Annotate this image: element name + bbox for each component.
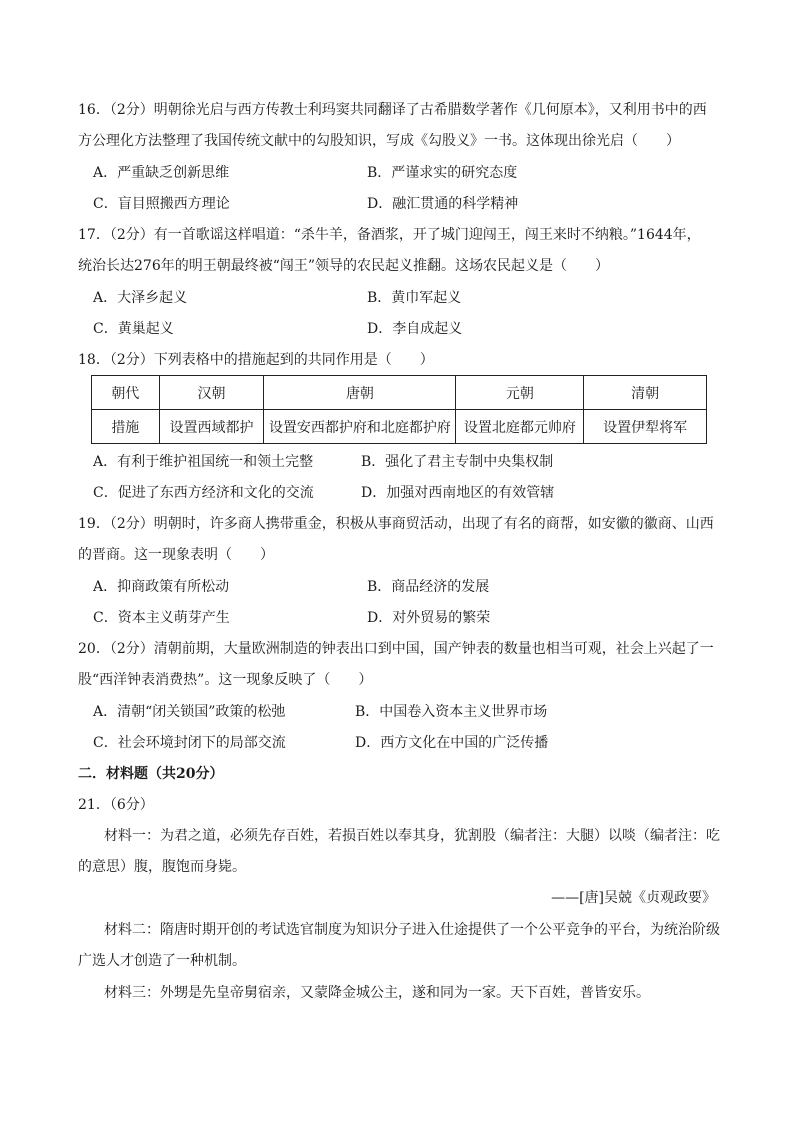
q16-option-d[interactable]: D．融汇贯通的科学精神 <box>367 196 519 212</box>
q19-option-c[interactable]: C．资本主义萌芽产生 <box>93 610 230 626</box>
table-cell: 元朝 <box>456 376 584 410</box>
q16-option-c[interactable]: C．盲目照搬西方理论 <box>93 196 230 212</box>
q21-material3-line1: 材料三：外甥是先皇帝舅宿亲，又蒙降金城公主，遂和同为一家。天下百姓，普皆安乐。 <box>104 985 650 1001</box>
q17-stem-line2: 统治长达276年的明王朝最终被“闯王”领导的农民起义推翻。这场农民起义是（ ） <box>78 258 610 274</box>
q20-option-c[interactable]: C．社会环境封闭下的局部交流 <box>93 735 286 751</box>
q21-material1-source: ——[唐]吴兢《贞观政要》 <box>551 890 716 906</box>
q19-stem-line2: 的晋商。这一现象表明（ ） <box>78 547 274 563</box>
table-cell: 设置西域都护 <box>159 410 264 444</box>
q17-option-c[interactable]: C．黄巢起义 <box>93 321 174 337</box>
table-cell: 唐朝 <box>264 376 456 410</box>
q20-stem-line2: 股“西洋钟表消费热”。这一现象反映了（ ） <box>78 672 373 688</box>
q16-stem-line2: 方公理化方法整理了我国传统文献中的勾股知识，写成《勾股义》一书。这体现出徐光启（ ） <box>78 133 680 149</box>
table-cell: 汉朝 <box>159 376 264 410</box>
table-header-row <box>92 376 707 410</box>
q17-option-b[interactable]: B．黄巾军起义 <box>367 290 462 306</box>
table-cell: 措施 <box>92 410 160 444</box>
q19-stem-line1: 19．（2分）明朝时，许多商人携带重金，积极从事商贸活动，出现了有名的商帮，如安徽的徽商、山西 <box>78 516 714 532</box>
table-row <box>92 410 707 444</box>
q20-option-b[interactable]: B．中国卷入资本主义世界市场 <box>355 704 548 720</box>
q17-option-d[interactable]: D．李自成起义 <box>367 321 463 337</box>
q16-option-b[interactable]: B．严谨求实的研究态度 <box>367 165 518 181</box>
q16-stem-line1: 16．（2分）明朝徐光启与西方传教士利玛窦共同翻译了古希腊数学著作《几何原本》，又利用书中的西 <box>78 102 707 118</box>
q16-option-a[interactable]: A．严重缺乏创新思维 <box>93 165 230 181</box>
q18-option-c[interactable]: C．促进了东西方经济和文化的交流 <box>93 485 314 501</box>
q21-head: 21．（6分） <box>78 797 154 813</box>
q18-measures-table <box>91 375 707 444</box>
q19-option-d[interactable]: D．对外贸易的繁荣 <box>367 610 491 626</box>
q21-material1-line1: 材料一：为君之道，必须先存百姓，若损百姓以奉其身，犹割股（编者注：大腿）以啖（编者注：吃 <box>104 828 720 844</box>
q21-material1-line2: 的意思）腹，腹饱而身毙。 <box>78 859 246 875</box>
q19-option-a[interactable]: A．抑商政策有所松动 <box>93 579 230 595</box>
q19-option-b[interactable]: B．商品经济的发展 <box>367 579 490 595</box>
q18-stem: 18．（2分）下列表格中的措施起到的共同作用是（ ） <box>78 352 434 368</box>
table-cell: 设置安西都护府和北庭都护府 <box>264 410 456 444</box>
section-title: 二．材料题（共20分） <box>78 766 224 782</box>
table-cell: 朝代 <box>92 376 160 410</box>
q21-material2-line1: 材料二：隋唐时期开创的考试选官制度为知识分子进入仕途提供了一个公平竞争的平台，为统治阶级 <box>104 922 720 938</box>
q20-option-a[interactable]: A．清朝“闭关锁国”政策的松弛 <box>93 704 286 720</box>
q18-option-d[interactable]: D．加强对西南地区的有效管辖 <box>361 485 555 501</box>
q20-option-d[interactable]: D．西方文化在中国的广泛传播 <box>355 735 549 751</box>
table-cell: 设置北庭都元帅府 <box>456 410 584 444</box>
q20-stem-line1: 20．（2分）清朝前期，大量欧洲制造的钟表出口到中国，国产钟表的数量也相当可观，社会上兴起了一 <box>78 641 714 657</box>
q21-material2-line2: 广选人才创造了一种机制。 <box>78 953 246 969</box>
q18-option-b[interactable]: B．强化了君主专制中央集权制 <box>361 454 554 470</box>
q17-option-a[interactable]: A．大泽乡起义 <box>93 290 188 306</box>
q17-stem-line1: 17．（2分）有一首歌谣这样唱道：“杀牛羊，备酒浆，开了城门迎闯王，闯王来时不纳粮。”1644年， <box>78 227 701 243</box>
table-cell: 设置伊犁将军 <box>584 410 707 444</box>
q18-option-a[interactable]: A．有利于维护祖国统一和领土完整 <box>93 454 314 470</box>
table-cell: 清朝 <box>584 376 707 410</box>
